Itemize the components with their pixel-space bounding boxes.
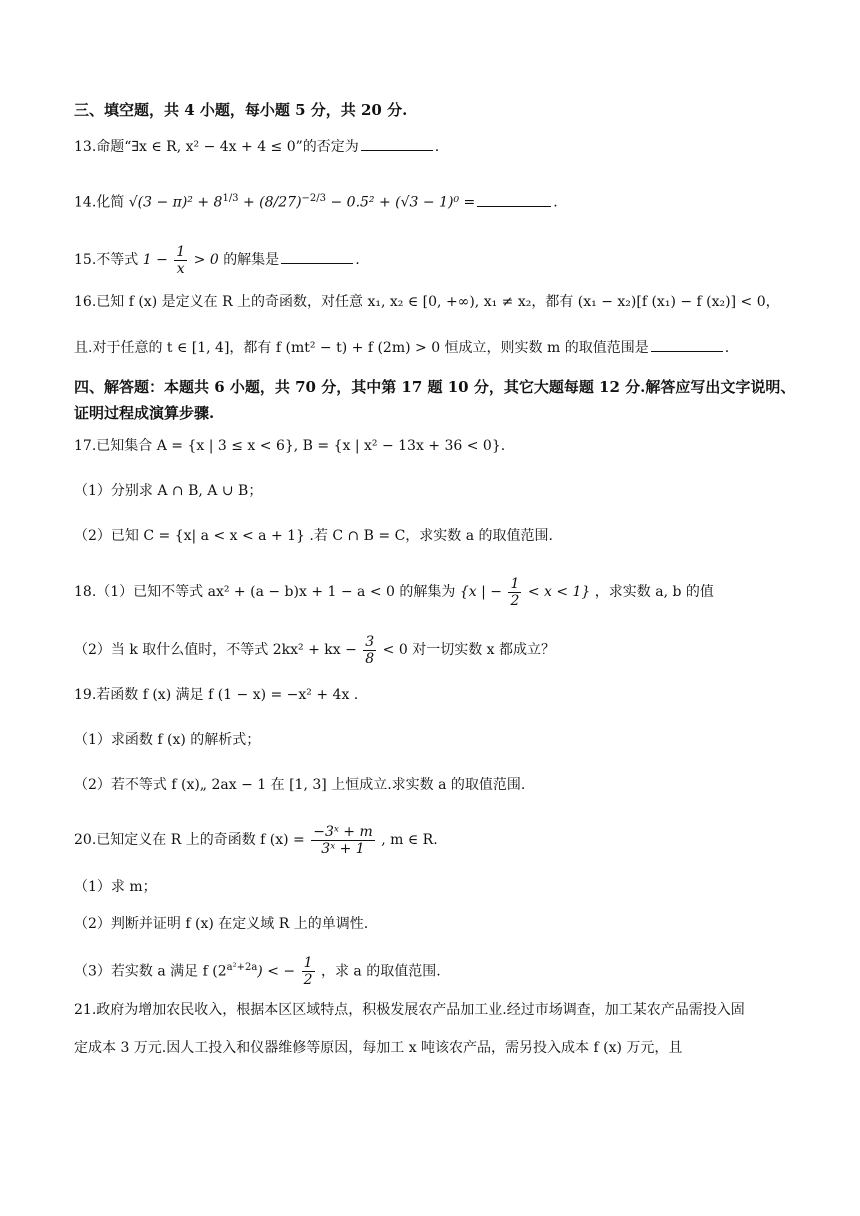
q18-part2-text: （2）当 k 取什么值时，不等式 2kx² + kx − [74,642,357,658]
q20-part3-middle: ) < − [257,963,296,980]
q20-frac-den: 3ˣ + 1 [321,840,365,857]
question-18-part-1 [74,574,800,610]
question-19-stem: 19.若函数 f (x) 满足 f (1 − x) = −x² + 4x . [74,687,359,703]
q13-text: 13.命题“∃x ∈ R, x² − 4x + 4 ≤ 0”的否定为 [74,139,359,155]
q15-prefix: 15.不等式 [74,252,139,268]
q18-set-right: < x < 1} [527,584,591,600]
q16-end: . [724,340,730,356]
section-3-heading: 三、填空题，共 4 小题，每小题 5 分，共 20 分. [74,101,408,119]
q20-fraction [311,824,375,857]
question-20-stem [74,820,800,860]
q20-part3-frac-den: 2 [303,972,313,989]
question-20-part-3 [74,950,800,990]
question-17-stem: 17.已知集合 A = {x | 3 ≤ x < 6}, B = {x | x² − 13x + 36 < 0}. [74,438,506,454]
question-14 [74,184,800,218]
q18-part1-frac-num: 1 [510,575,520,592]
question-21-line-2: 定成本 3 万元.因人工投入和仪器维修等原因，每加工 x 吨该农产品，需另投入成本 f (x) 万元，且 [74,1040,683,1056]
question-18-part-2 [74,632,800,668]
q18-part1-suffix: ，求实数 a, b 的值 [594,584,714,600]
q14-expression: √(3 − π)² + 8 [128,194,223,211]
q18-part1-text: 18.（1）已知不等式 ax² + (a − b)x + 1 − a < 0 的解集为 [74,584,456,600]
question-17-part-2: （2）已知 C = {x| a < x < a + 1} .若 C ∩ B = C，求实数 a 的取值范围. [74,528,553,544]
q18-set-left: {x | − [459,584,502,600]
q18-part1-frac-den: 2 [510,592,520,609]
question-19-part-1: （1）求函数 f (x) 的解析式； [74,732,261,748]
question-16-line-2 [74,337,800,358]
q13-answer-blank [361,136,433,151]
q15-frac-num: 1 [176,243,186,260]
question-15 [74,242,800,278]
q20-part3-exponent: a²+2a [226,962,258,973]
q18-part2-suffix: < 0 对一切实数 x 都成立？ [382,642,556,658]
q18-part2-frac-den: 8 [365,650,375,667]
question-19-part-2: （2）若不等式 f (x)„ 2ax − 1 在 [1, 3] 上恒成立.求实数 a 的取值范围. [74,777,526,793]
q20-stem-suffix: , m ∈ R. [381,832,438,848]
question-13 [74,136,800,157]
question-16-line-1: 16.已知 f (x) 是定义在 R 上的奇函数，对任意 x₁, x₂ ∈ [0, +∞), x₁ ≠ x₂，都有 (x₁ − x₂)[f (x₁) − f (x₂)] < 0， [74,294,780,310]
q15-fraction [174,244,187,277]
q14-prefix: 14.化简 [74,194,125,211]
q18-part2-frac-num: 3 [365,633,375,650]
question-21-line-1: 21.政府为增加农民收入，根据本区区域特点，积极发展农产品加工业.经过市场调查，加工某农产品需投入固 [74,1002,745,1018]
q20-part3-suffix: ，求 a 的取值范围. [320,963,441,980]
q15-expr-right: > 0 [193,252,219,268]
q20-part3-text: （3）若实数 a 满足 f (2 [74,963,227,980]
q15-suffix: 的解集是 [223,252,280,268]
q15-answer-blank [281,249,353,264]
q18-part2-fraction [363,634,376,667]
question-20-part-1: （1）求 m； [74,879,157,895]
q14-end: . [553,194,558,211]
q14-exponent-1: 1/3 [222,193,239,204]
q14-tail: − 0.5² + (√3 − 1)⁰ = [330,194,476,211]
q14-exponent-2: −2/3 [301,193,327,204]
q14-middle-term: + (8/27) [243,194,302,211]
q20-part3-fraction [302,955,315,988]
question-17-part-1: （1）分别求 A ∩ B, A ∪ B； [74,483,263,499]
section-4-heading: 四、解答题：本题共 6 小题，共 70 分，其中第 17 题 10 分，其它大题每题 12 分.解答应写出文字说明、证明过程成演算步骤. [74,378,796,422]
question-20-part-2: （2）判断并证明 f (x) 在定义域 R 上的单调性. [74,916,369,932]
q16-answer-blank [651,337,723,352]
q18-part1-fraction [508,576,521,609]
q15-expr-left: 1 − [142,252,168,268]
q13-end: . [434,139,440,155]
q20-stem-text: 20.已知定义在 R 上的奇函数 f (x) = [74,832,305,848]
q20-frac-num: −3ˣ + m [313,823,373,840]
q16-line2-text: 且.对于任意的 t ∈ [1, 4]，都有 f (mt² − t) + f (2m) > 0 恒成立，则实数 m 的取值范围是 [74,340,649,356]
q15-end: . [355,252,360,268]
q20-part3-frac-num: 1 [303,955,313,972]
q15-frac-den: x [176,260,185,277]
q14-answer-blank [477,192,551,207]
